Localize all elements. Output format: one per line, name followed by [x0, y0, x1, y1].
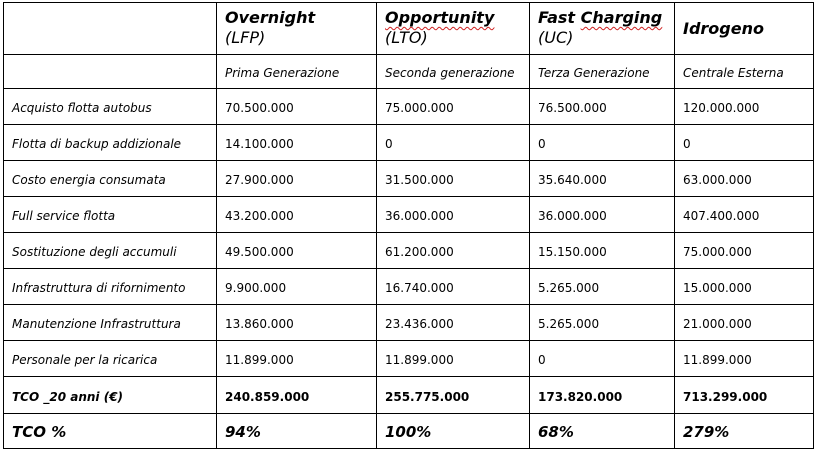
- percent-label: TCO %: [12, 422, 67, 441]
- cell-value: 36.000.000: [538, 209, 607, 223]
- column-subtitle-overnight: (LFP): [225, 28, 266, 47]
- column-title-fast-word: Fast: [538, 8, 576, 27]
- table-row: [4, 341, 814, 377]
- cell-value: 76.500.000: [538, 101, 607, 115]
- cell-value: 63.000.000: [683, 173, 752, 187]
- cell-value: 407.400.000: [683, 209, 760, 223]
- cell-value: 70.500.000: [225, 101, 294, 115]
- cell-value: 13.860.000: [225, 317, 294, 331]
- table-row: [4, 269, 814, 305]
- cell-value: 43.200.000: [225, 209, 294, 223]
- cell-value: 75.000.000: [385, 101, 454, 115]
- header-cell-idrogeno: [675, 3, 814, 55]
- cell-value: 0: [683, 137, 691, 151]
- table-row: [4, 197, 814, 233]
- row-label: Full service flotta: [12, 209, 116, 223]
- generation-label-idrogeno: Centrale Esterna: [683, 66, 784, 80]
- column-title-opportunity: Opportunity: [385, 8, 495, 27]
- generation-label-fast-charging: Terza Generazione: [538, 66, 650, 80]
- cell-value: 120.000.000: [683, 101, 760, 115]
- table-row: [4, 125, 814, 161]
- cell-value: 75.000.000: [683, 245, 752, 259]
- table-row: [4, 161, 814, 197]
- cell-value: 9.900.000: [225, 281, 287, 295]
- percent-value-opportunity: 100%: [385, 422, 432, 441]
- generation-row: [4, 55, 814, 89]
- cell-value: 11.899.000: [225, 353, 294, 367]
- cell-value: 11.899.000: [683, 353, 752, 367]
- header-row: [4, 3, 814, 55]
- generation-label-opportunity: Seconda generazione: [385, 66, 515, 80]
- header-cell-fast-charging: [530, 3, 675, 55]
- table-row: [4, 233, 814, 269]
- generation-label-overnight: Prima Generazione: [225, 66, 340, 80]
- tco-comparison-table: [3, 2, 814, 449]
- cell-value: 0: [538, 353, 546, 367]
- cell-value: 31.500.000: [385, 173, 454, 187]
- header-cell-overnight: [217, 3, 377, 55]
- column-title-overnight: Overnight: [225, 8, 316, 27]
- cell-value: 61.200.000: [385, 245, 454, 259]
- table-row: [4, 305, 814, 341]
- cell-value: 5.265.000: [538, 317, 600, 331]
- cell-value: 0: [538, 137, 546, 151]
- cell-value: 0: [385, 137, 393, 151]
- cell-value: 16.740.000: [385, 281, 454, 295]
- row-label: Infrastruttura di rifornimento: [12, 281, 186, 295]
- percent-row: [4, 414, 814, 449]
- total-label: TCO _20 anni (€): [12, 389, 124, 404]
- table-row: [4, 89, 814, 125]
- column-subtitle-opportunity: (LTO): [385, 28, 428, 47]
- row-label: Flotta di backup addizionale: [12, 137, 182, 151]
- total-value-overnight: 240.859.000: [225, 389, 310, 404]
- row-label: Costo energia consumata: [12, 173, 166, 187]
- cell-value: 15.150.000: [538, 245, 607, 259]
- cell-value: 5.265.000: [538, 281, 600, 295]
- total-value-opportunity: 255.775.000: [385, 389, 470, 404]
- cell-value: 14.100.000: [225, 137, 294, 151]
- cell-value: 21.000.000: [683, 317, 752, 331]
- percent-value-overnight: 94%: [225, 422, 261, 441]
- cell-value: 15.000.000: [683, 281, 752, 295]
- cell-value: 11.899.000: [385, 353, 454, 367]
- row-label: Acquisto flotta autobus: [12, 101, 152, 115]
- column-title-fast-charging: [538, 8, 662, 27]
- percent-value-fast-charging: 68%: [538, 422, 574, 441]
- cell-value: 27.900.000: [225, 173, 294, 187]
- column-title-charging-word: Charging: [580, 8, 663, 27]
- cell-value: 36.000.000: [385, 209, 454, 223]
- header-cell-opportunity: [377, 3, 530, 55]
- row-label: Personale per la ricarica: [12, 353, 158, 367]
- row-label: Sostituzione degli accumuli: [12, 245, 177, 259]
- row-label: Manutenzione Infrastruttura: [12, 317, 181, 331]
- cell-value: 49.500.000: [225, 245, 294, 259]
- cell-value: 35.640.000: [538, 173, 607, 187]
- percent-value-idrogeno: 279%: [683, 422, 730, 441]
- column-subtitle-fast-charging: (UC): [538, 28, 574, 47]
- generation-corner-cell: [4, 55, 217, 89]
- cell-value: 23.436.000: [385, 317, 454, 331]
- column-title-idrogeno: Idrogeno: [683, 19, 764, 38]
- header-corner-cell: [4, 3, 217, 55]
- total-value-fast-charging: 173.820.000: [538, 389, 623, 404]
- total-row: [4, 377, 814, 414]
- total-value-idrogeno: 713.299.000: [683, 389, 768, 404]
